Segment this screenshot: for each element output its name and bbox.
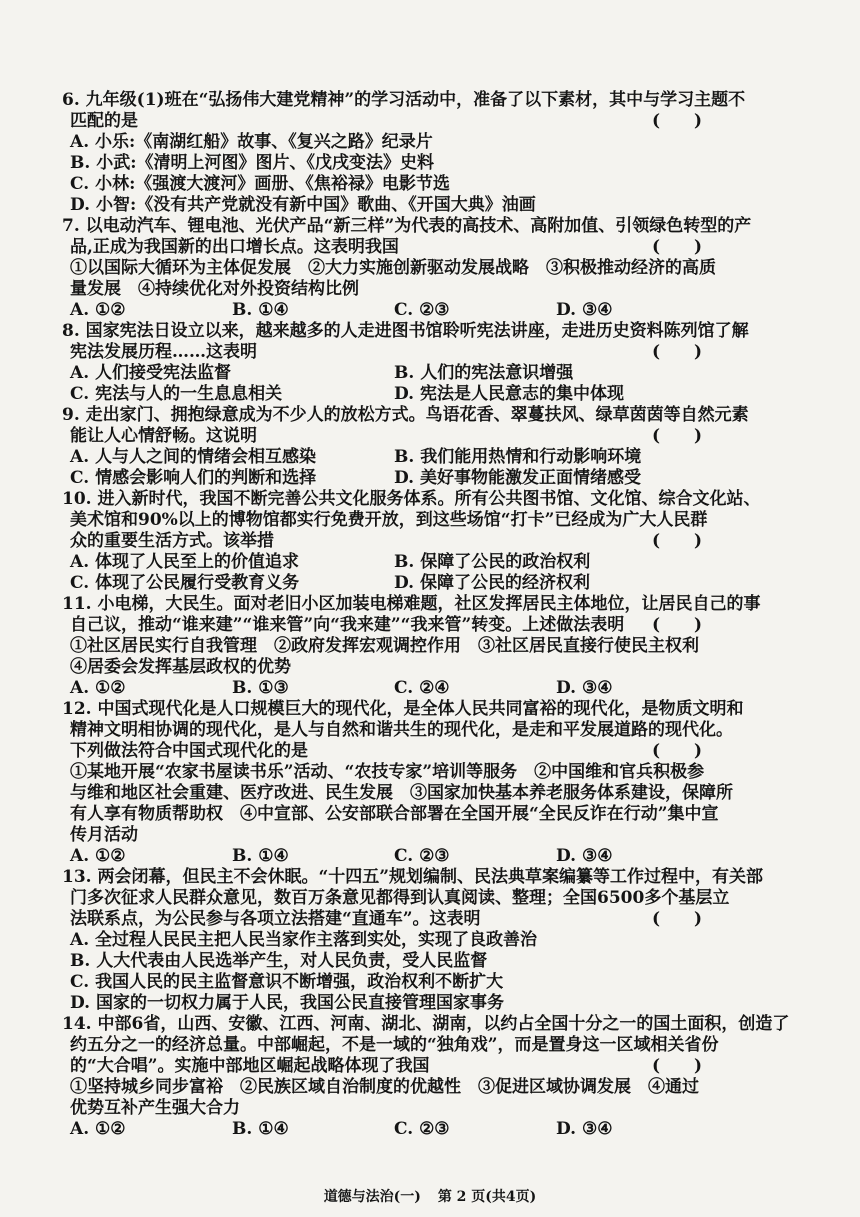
answer-paren: ( ) — [652, 909, 703, 929]
question-stem-text: 品,正成为我国新的出口增长点。这表明我国 — [70, 237, 399, 257]
option-c: C. ②③ — [394, 846, 450, 866]
option-d: D. 宪法是人民意志的集中体现 — [394, 384, 624, 404]
question-stem-line: 美术馆和90%以上的博物馆都实行免费开放，到这些场馆“打卡”已经成为广大人民群 — [70, 510, 708, 530]
statement-line: ④居委会发挥基层政权的优势 — [70, 657, 291, 677]
option-row — [62, 1119, 730, 1140]
option-a: A. ①② — [70, 846, 126, 866]
option-a: A. 人与人之间的情绪会相互感染 — [70, 447, 317, 467]
option-row — [62, 468, 730, 489]
answer-paren: ( ) — [652, 426, 703, 446]
option-a: A. 小乐:《南湖红船》故事、《复兴之路》纪录片 — [70, 132, 433, 152]
question-stem-line: 14. 中部6省，山西、安徽、江西、河南、湖北、湖南，以约占全国十分之一的国土面积，创造了 — [62, 1014, 790, 1034]
option-c: C. ②③ — [394, 1119, 450, 1139]
question-stem-line: 7. 以电动汽车、锂电池、光伏产品“新三样”为代表的高技术、高附加值、引领绿色转型的产 — [62, 216, 752, 236]
answer-paren: ( ) — [652, 1056, 703, 1076]
option-c: C. 小林:《强渡大渡河》画册、《焦裕禄》电影节选 — [70, 174, 450, 194]
option-d: D. 保障了公民的经济权利 — [394, 573, 590, 593]
question-stem-text: 下列做法符合中国式现代化的是 — [70, 741, 308, 761]
answer-paren: ( ) — [652, 741, 703, 761]
option-row — [62, 363, 730, 384]
question-stem-line: 门多次征求人民群众意见，数百万条意见都得到认真阅读、整理；全国6500多个基层立 — [70, 888, 730, 908]
option-d: D. ③④ — [556, 1119, 613, 1139]
page-footer — [0, 1186, 860, 1206]
option-c: C. 体现了公民履行受教育义务 — [70, 573, 300, 593]
option-b: B. 小武:《清明上河图》图片、《戊戌变法》史料 — [70, 153, 434, 173]
option-row — [62, 447, 730, 468]
question-q12 — [62, 699, 744, 867]
question-q11 — [62, 594, 761, 699]
question-stem-line: 13. 两会闭幕，但民主不会休眠。“十四五”规划编制、民法典草案编纂等工作过程中，有关部 — [62, 867, 764, 887]
question-q9 — [62, 405, 749, 489]
option-b: B. ①③ — [232, 678, 289, 698]
question-q13 — [62, 867, 764, 1014]
option-row — [62, 300, 730, 321]
statement-line: 优势互补产生强大合力 — [70, 1098, 240, 1118]
option-c: C. 我国人民的民主监督意识不断增强，政治权利不断扩大 — [70, 972, 504, 992]
option-a: A. 人们接受宪法监督 — [70, 363, 232, 383]
footer-page-number: 第 2 页(共4页) — [437, 1189, 537, 1205]
question-stem-line — [62, 741, 730, 762]
answer-paren: ( ) — [652, 615, 703, 635]
question-q7 — [62, 216, 752, 321]
option-c: C. 情感会影响人们的判断和选择 — [70, 468, 317, 488]
question-stem-text: 宪法发展历程……这表明 — [70, 342, 257, 362]
question-stem-text: 的“大合唱”。实施中部地区崛起战略体现了我国 — [70, 1056, 430, 1076]
question-stem-line: 约五分之一的经济总量。中部崛起，不是一域的“独角戏”，而是置身这一区域相关省份 — [70, 1035, 719, 1055]
option-b: B. 我们能用热情和行动影响环境 — [394, 447, 642, 467]
question-q10 — [62, 489, 761, 594]
statement-line: ①某地开展“农家书屋读书乐”活动、“农技专家”培训等服务 ②中国维和官兵积极参 — [70, 762, 705, 782]
question-list — [62, 90, 790, 1140]
question-q8 — [62, 321, 749, 405]
question-stem-line: 11. 小电梯，大民生。面对老旧小区加装电梯难题，社区发挥居民主体地位，让居民自己的事 — [62, 594, 761, 614]
question-stem-line — [62, 111, 730, 132]
option-b: B. ①④ — [232, 846, 289, 866]
question-stem-line — [62, 426, 730, 447]
option-d: D. ③④ — [556, 846, 613, 866]
question-q6 — [62, 90, 746, 216]
question-stem-line — [62, 531, 730, 552]
answer-paren: ( ) — [652, 111, 703, 131]
option-c: C. ②④ — [394, 678, 450, 698]
option-b: B. 保障了公民的政治权利 — [394, 552, 591, 572]
question-stem-line: 10. 进入新时代，我国不断完善公共文化服务体系。所有公共图书馆、文化馆、综合文化站、 — [62, 489, 761, 509]
option-b: B. ①④ — [232, 1119, 289, 1139]
question-stem-text: 能让人心情舒畅。这说明 — [70, 426, 257, 446]
question-stem-line: 6. 九年级(1)班在“弘扬伟大建党精神”的学习活动中，准备了以下素材，其中与学习主题不 — [62, 90, 746, 110]
option-d: D. ③④ — [556, 678, 613, 698]
option-d: D. 美好事物能激发正面情绪感受 — [394, 468, 641, 488]
answer-paren: ( ) — [652, 237, 703, 257]
option-a: A. ①② — [70, 678, 126, 698]
option-d: D. 国家的一切权力属于人民，我国公民直接管理国家事务 — [70, 993, 504, 1013]
option-d: D. ③④ — [556, 300, 613, 320]
question-stem-line: 精神文明相协调的现代化，是人与自然和谐共生的现代化，是走和平发展道路的现代化。 — [70, 720, 733, 740]
question-stem-line: 9. 走出家门、拥抱绿意成为不少人的放松方式。鸟语花香、翠蔓扶风、绿草茵茵等自然元素 — [62, 405, 749, 425]
statement-line: 传月活动 — [70, 825, 138, 845]
question-stem-line — [62, 615, 730, 636]
statement-line: ①以国际大循环为主体促发展 ②大力实施创新驱动发展战略 ③积极推动经济的高质 — [70, 258, 716, 278]
question-stem-text: 自己议，推动“谁来建”“谁来管”向“我来建”“我来管”转变。上述做法表明 — [70, 615, 625, 635]
statement-line: ①坚持城乡同步富裕 ②民族区域自治制度的优越性 ③促进区域协调发展 ④通过 — [70, 1077, 699, 1097]
question-stem-line — [62, 342, 730, 363]
footer-subject: 道德与法治(一) — [323, 1189, 421, 1205]
option-a: A. ①② — [70, 300, 126, 320]
statement-line: 量发展 ④持续优化对外投资结构比例 — [70, 279, 359, 299]
question-stem-text: 众的重要生活方式。该举措 — [70, 531, 274, 551]
question-stem-line — [62, 1056, 730, 1077]
option-a: A. 全过程人民民主把人民当家作主落到实处，实现了良政善治 — [70, 930, 538, 950]
option-row — [62, 552, 730, 573]
option-c: C. 宪法与人的一生息息相关 — [70, 384, 283, 404]
question-stem-line — [62, 909, 730, 930]
question-stem-text: 法联系点，为公民参与各项立法搭建“直通车”。这表明 — [70, 909, 481, 929]
question-stem-text: 匹配的是 — [70, 111, 138, 131]
question-stem-line: 8. 国家宪法日设立以来，越来越多的人走进图书馆聆听宪法讲座，走进历史资料陈列馆了解 — [62, 321, 749, 341]
question-stem-line: 12. 中国式现代化是人口规模巨大的现代化，是全体人民共同富裕的现代化，是物质文明和 — [62, 699, 744, 719]
option-d: D. 小智:《没有共产党就没有新中国》歌曲、《开国大典》油画 — [70, 195, 536, 215]
option-row — [62, 384, 730, 405]
option-row — [62, 573, 730, 594]
option-a: A. ①② — [70, 1119, 126, 1139]
question-stem-line — [62, 237, 730, 258]
option-c: C. ②③ — [394, 300, 450, 320]
option-b: B. 人大代表由人民选举产生，对人民负责，受人民监督 — [70, 951, 488, 971]
option-row — [62, 846, 730, 867]
statement-line: 有人享有物质帮助权 ④中宣部、公安部联合部署在全国开展“全民反诈在行动”集中宣 — [70, 804, 719, 824]
option-a: A. 体现了人民至上的价值追求 — [70, 552, 300, 572]
question-q14 — [62, 1014, 790, 1140]
answer-paren: ( ) — [652, 531, 703, 551]
statement-line: 与维和地区社会重建、医疗改进、民生发展 ③国家加快基本养老服务体系建设，保障所 — [70, 783, 733, 803]
answer-paren: ( ) — [652, 342, 703, 362]
statement-line: ①社区居民实行自我管理 ②政府发挥宏观调控作用 ③社区居民直接行使民主权利 — [70, 636, 699, 656]
option-b: B. 人们的宪法意识增强 — [394, 363, 574, 383]
option-b: B. ①④ — [232, 300, 289, 320]
option-row — [62, 678, 730, 699]
